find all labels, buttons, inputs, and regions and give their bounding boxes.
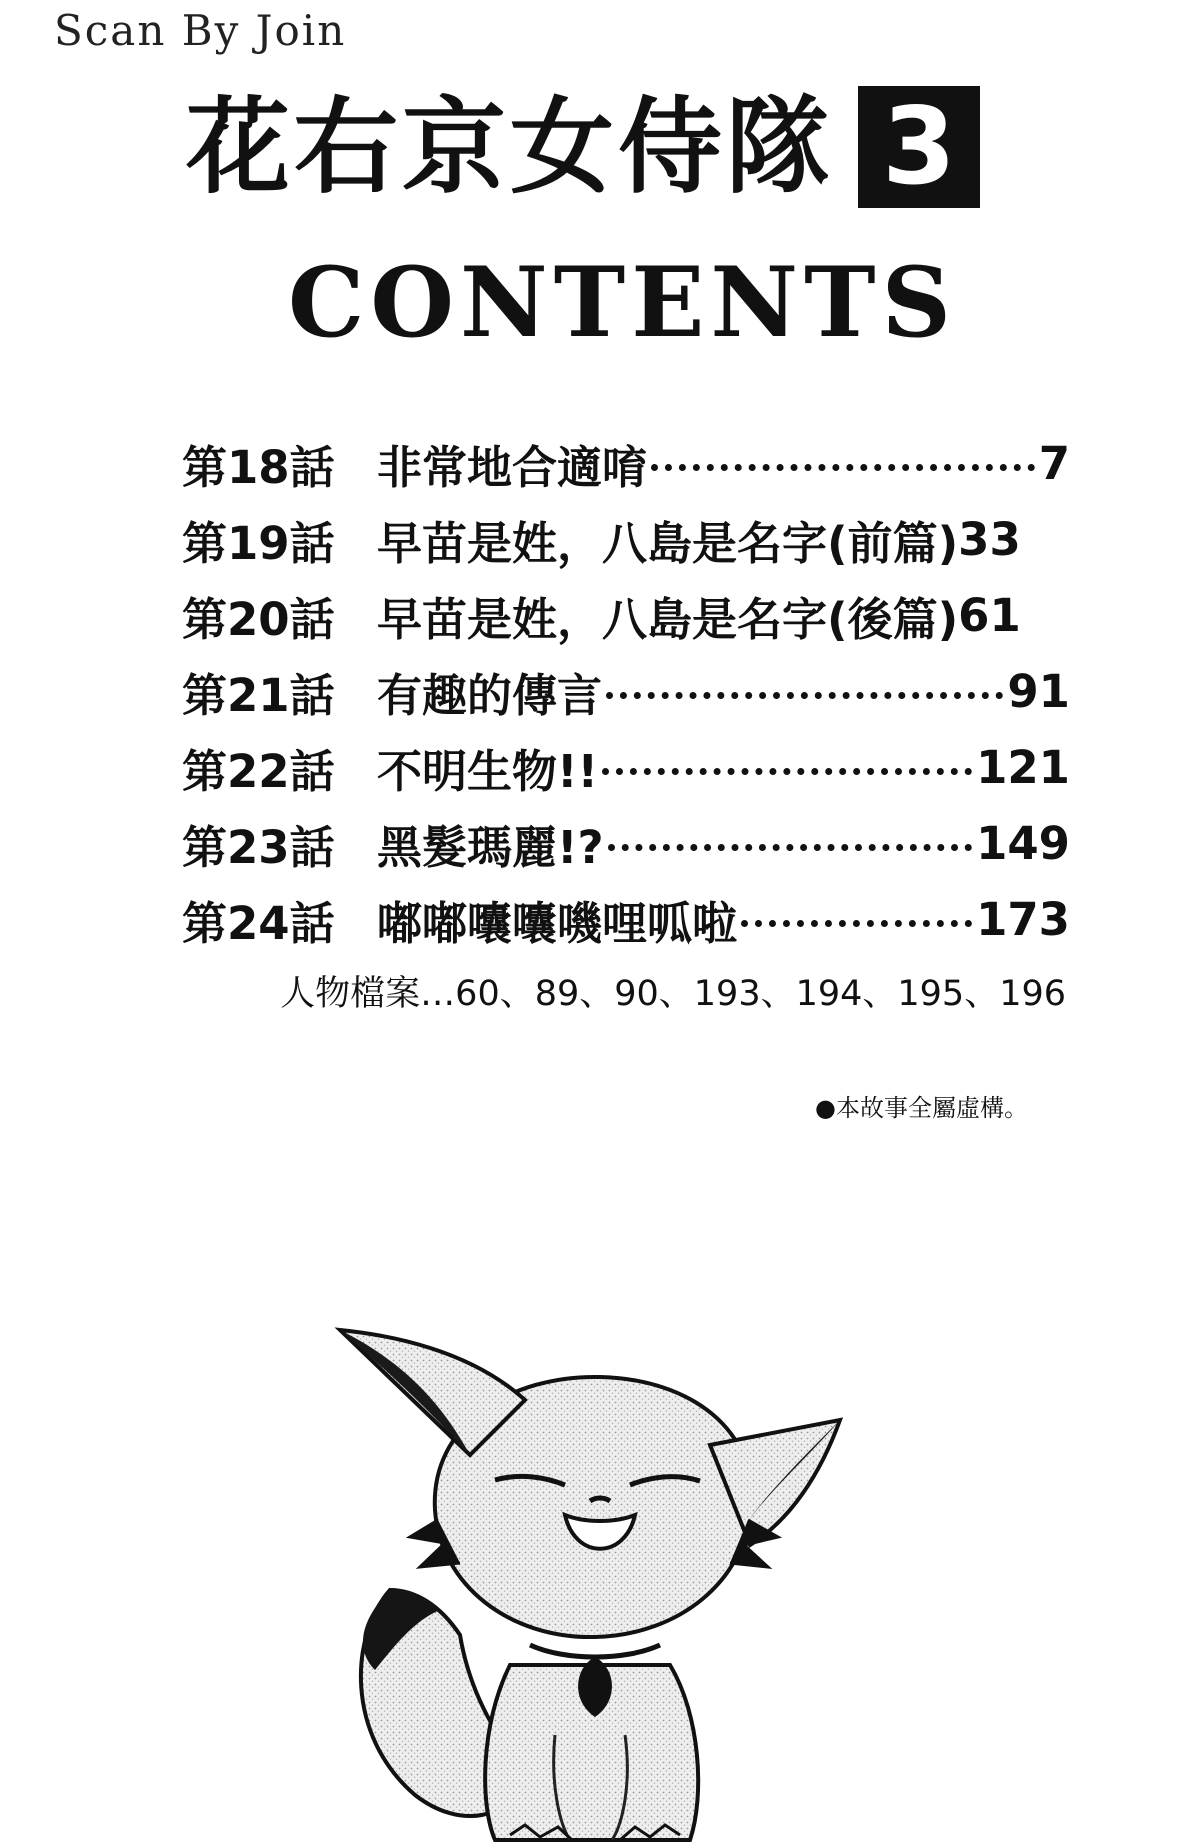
chapter-number: 第22話 bbox=[182, 744, 335, 798]
chapter-title: 不明生物!! bbox=[377, 744, 599, 798]
book-title-row bbox=[186, 85, 980, 208]
chapter-number: 第23話 bbox=[182, 820, 335, 874]
dot-leader bbox=[602, 768, 972, 775]
volume-badge: 3 bbox=[858, 86, 980, 208]
dot-leader bbox=[741, 920, 972, 927]
fiction-disclaimer: ●本故事全屬虛構。 bbox=[815, 1094, 1028, 1122]
chapter-title: 嘟嘟囔囔嘰哩呱啦 bbox=[377, 896, 738, 950]
page-number: 173 bbox=[976, 892, 1070, 946]
scan-credit: Scan By Join bbox=[54, 6, 347, 55]
dot-leader bbox=[608, 844, 972, 851]
toc-row bbox=[182, 653, 1070, 729]
page-number: 61 bbox=[958, 588, 1021, 642]
page-number: 121 bbox=[976, 740, 1070, 794]
dot-leader bbox=[651, 464, 1035, 471]
toc-row bbox=[182, 729, 1070, 805]
chapter-number: 第24話 bbox=[182, 896, 335, 950]
toc-row bbox=[182, 577, 1070, 653]
contents-heading: CONTENTS bbox=[288, 246, 957, 359]
page-number: 149 bbox=[976, 816, 1070, 870]
dot-leader bbox=[606, 692, 1003, 699]
chapter-number: 第18話 bbox=[182, 440, 335, 494]
fox-mascot-illustration bbox=[320, 1305, 870, 1842]
chapter-number: 第20話 bbox=[182, 592, 335, 646]
chapter-number: 第19話 bbox=[182, 516, 335, 570]
table-of-contents bbox=[182, 425, 1070, 957]
toc-row bbox=[182, 805, 1070, 881]
book-title: 花右京女侍隊 bbox=[186, 86, 835, 208]
chapter-title: 早苗是姓，八島是名字(後篇) bbox=[377, 592, 959, 646]
chapter-title: 黑髮瑪麗!? bbox=[377, 820, 604, 874]
page-number: 91 bbox=[1007, 664, 1070, 718]
page-number: 33 bbox=[958, 512, 1021, 566]
toc-row bbox=[182, 425, 1070, 501]
toc-row bbox=[182, 881, 1070, 957]
character-files-line: 人物檔案…60、89、90、193、194、195、196 bbox=[280, 974, 1066, 1014]
chapter-title: 有趣的傳言 bbox=[377, 668, 603, 722]
chapter-number: 第21話 bbox=[182, 668, 335, 722]
page-number: 7 bbox=[1038, 436, 1070, 490]
toc-row bbox=[182, 501, 1070, 577]
chapter-title: 早苗是姓，八島是名字(前篇) bbox=[377, 516, 959, 570]
chapter-title: 非常地合適唷 bbox=[377, 440, 648, 494]
